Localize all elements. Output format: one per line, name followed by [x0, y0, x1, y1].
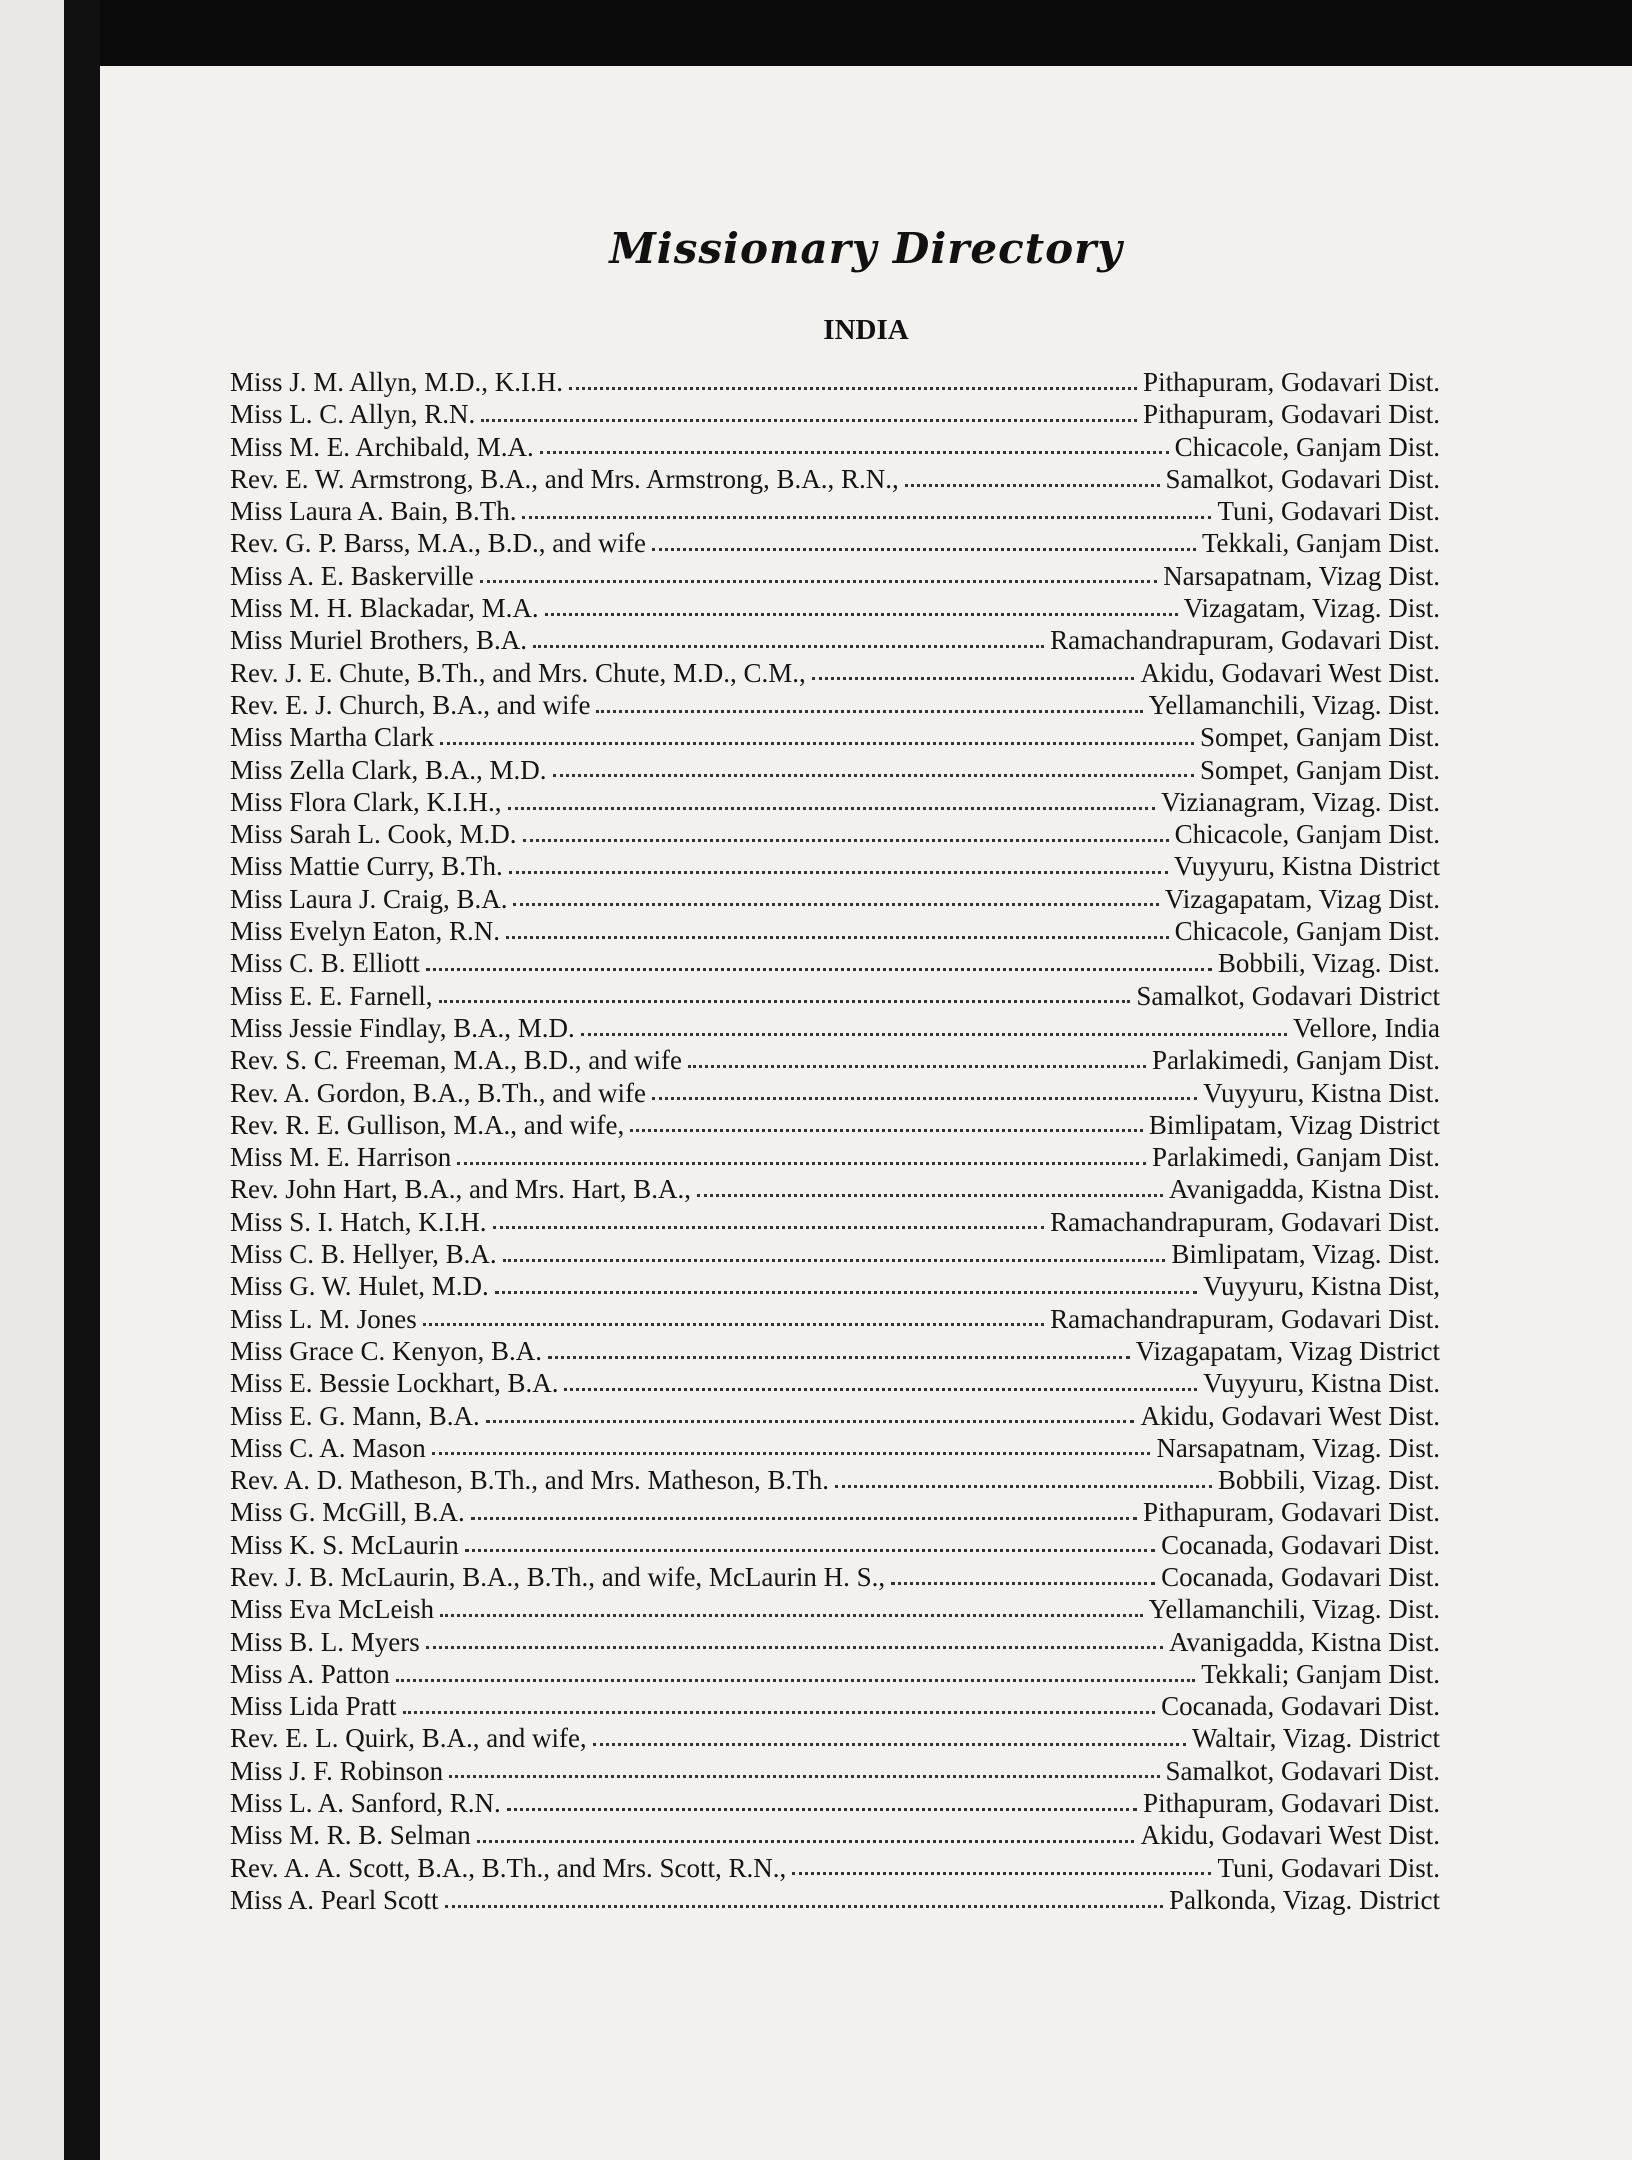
leader-dots [457, 1162, 1146, 1165]
directory-entry [230, 1012, 1440, 1044]
missionary-name: Miss M. R. B. Selman [230, 1820, 471, 1851]
missionary-name: Miss Zella Clark, B.A., M.D. [230, 754, 547, 785]
mission-station: Samalkot, Godavari Dist. [1165, 463, 1440, 494]
leader-dots [440, 742, 1194, 745]
missionary-name: Rev. J. E. Chute, B.Th., and Mrs. Chute, M.D., C.M., [230, 657, 806, 688]
leader-dots [486, 1420, 1135, 1423]
section-heading: INDIA [823, 314, 909, 346]
leader-dots [652, 548, 1196, 551]
directory-entry [230, 721, 1440, 753]
missionary-name: Miss E. G. Mann, B.A. [230, 1400, 480, 1431]
missionary-name: Rev. G. P. Barss, M.A., B.D., and wife [230, 528, 646, 559]
missionary-name: Miss J. M. Allyn, M.D., K.I.H. [230, 367, 564, 397]
missionary-name: Rev. E. W. Armstrong, B.A., and Mrs. Armstrong, B.A., R.N., [230, 463, 899, 494]
mission-station: Vuyyuru, Kistna District [1173, 851, 1440, 882]
missionary-name: Rev. E. L. Quirk, B.A., and wife, [230, 1723, 587, 1754]
directory-entry [230, 1690, 1440, 1722]
leader-dots [792, 1872, 1211, 1875]
directory-entry [230, 1335, 1440, 1367]
missionary-name: Miss L. M. Jones [230, 1303, 417, 1334]
missionary-name: Miss K. S. McLaurin [230, 1529, 459, 1560]
mission-station: Vizagatam, Vizag. Dist. [1183, 593, 1440, 624]
missionary-name: Miss M. E. Harrison [230, 1142, 452, 1173]
mission-station: Bimlipatam, Vizag. Dist. [1171, 1239, 1440, 1270]
missionary-name: Miss B. L. Myers [230, 1626, 420, 1657]
mission-station: Parlakimedi, Ganjam Dist. [1152, 1142, 1440, 1173]
directory-entry [230, 754, 1440, 786]
mission-station: Vuyyuru, Kistna Dist. [1203, 1368, 1440, 1399]
directory-entry [230, 1884, 1440, 1916]
directory-entry [230, 560, 1440, 592]
leader-dots [481, 419, 1137, 422]
mission-station: Akidu, Godavari West Dist. [1140, 1820, 1440, 1851]
missionary-name: Rev. S. C. Freeman, M.A., B.D., and wife [230, 1045, 682, 1076]
leader-dots [891, 1582, 1155, 1585]
missionary-name: Miss C. B. Elliott [230, 948, 420, 979]
mission-station: Vellore, India [1293, 1012, 1440, 1043]
mission-station: Parlakimedi, Ganjam Dist. [1152, 1045, 1440, 1076]
missionary-name: Miss L. A. Sanford, R.N. [230, 1788, 501, 1819]
leader-dots [507, 1808, 1137, 1811]
leader-dots [449, 1775, 1159, 1778]
missionary-name: Miss G. W. Hulet, M.D. [230, 1271, 489, 1302]
leader-dots [503, 1259, 1166, 1262]
directory-entry [230, 1270, 1440, 1302]
mission-station: Bimlipatam, Vizag District [1148, 1109, 1440, 1140]
leader-dots [396, 1679, 1195, 1682]
missionary-name: Miss A. Pearl Scott [230, 1884, 439, 1915]
mission-station: Vuyyuru, Kistna Dist, [1203, 1271, 1440, 1302]
mission-station: Bobbili, Vizag. Dist. [1217, 948, 1440, 979]
mission-station: Pithapuram, Godavari Dist. [1143, 367, 1440, 397]
missionary-name: Miss C. A. Mason [230, 1432, 426, 1463]
directory-entry [230, 1432, 1440, 1464]
missionary-name: Miss Eva McLeish [230, 1594, 434, 1625]
directory-entry [230, 657, 1440, 689]
mission-station: Sompet, Ganjam Dist. [1200, 754, 1440, 785]
mission-station: Ramachandrapuram, Godavari Dist. [1050, 1303, 1440, 1334]
leader-dots [652, 1097, 1197, 1100]
missionary-name: Miss Sarah L. Cook, M.D. [230, 819, 517, 850]
directory-entry [230, 1303, 1440, 1335]
directory-entry [230, 1852, 1440, 1884]
mission-station: Yellamanchili, Vizag. Dist. [1148, 689, 1440, 720]
mission-station: Bobbili, Vizag. Dist. [1217, 1465, 1440, 1496]
leader-dots [423, 1323, 1044, 1326]
missionary-name: Miss Flora Clark, K.I.H., [230, 786, 502, 817]
leader-dots [630, 1129, 1143, 1132]
mission-station: Cocanada, Godavari Dist. [1161, 1529, 1440, 1560]
mission-station: Pithapuram, Godavari Dist. [1143, 1497, 1440, 1528]
mission-station: Chicacole, Ganjam Dist. [1174, 819, 1440, 850]
missionary-name: Miss Lida Pratt [230, 1691, 397, 1722]
missionary-name: Miss C. B. Hellyer, B.A. [230, 1239, 497, 1270]
mission-station: Pithapuram, Godavari Dist. [1143, 399, 1440, 430]
mission-station: Tuni, Godavari Dist. [1217, 496, 1440, 527]
leader-dots [477, 1840, 1135, 1843]
directory-entry [230, 1400, 1440, 1432]
directory-entry [230, 366, 1440, 398]
leader-dots [688, 1065, 1146, 1068]
mission-station: Samalkot, Godavari Dist. [1165, 1755, 1440, 1786]
directory-entry [230, 463, 1440, 495]
missionary-name: Miss E. Bessie Lockhart, B.A. [230, 1368, 559, 1399]
directory-entry [230, 1561, 1440, 1593]
directory-entry [230, 1109, 1440, 1141]
leader-dots [480, 580, 1157, 583]
directory-entry [230, 527, 1440, 559]
mission-station: Vizianagram, Vizag. Dist. [1161, 786, 1440, 817]
directory-entry [230, 398, 1440, 430]
mission-station: Narsapatnam, Vizag. Dist. [1156, 1432, 1440, 1463]
missionary-name: Miss J. F. Robinson [230, 1755, 444, 1786]
leader-dots [835, 1485, 1212, 1488]
missionary-name: Miss A. Patton [230, 1658, 390, 1689]
mission-station: Akidu, Godavari West Dist. [1140, 657, 1440, 688]
missionary-name: Rev. A. Gordon, B.A., B.Th., and wife [230, 1077, 646, 1108]
leader-dots [523, 839, 1169, 842]
missionary-name: Miss Muriel Brothers, B.A. [230, 625, 527, 656]
directory-entry [230, 980, 1440, 1012]
leader-dots [465, 1549, 1155, 1552]
missionary-name: Miss M. H. Blackadar, M.A. [230, 593, 539, 624]
mission-station: Narsapatnam, Vizag Dist. [1163, 560, 1440, 591]
missionary-name: Miss Martha Clark [230, 722, 434, 753]
directory-entry [230, 947, 1440, 979]
missionary-name: Miss Evelyn Eaton, R.N. [230, 916, 500, 947]
leader-dots [533, 645, 1044, 648]
directory-entry [230, 1787, 1440, 1819]
leader-dots [432, 1452, 1151, 1455]
mission-station: Akidu, Godavari West Dist. [1140, 1400, 1440, 1431]
missionary-name: Miss L. C. Allyn, R.N. [230, 399, 476, 430]
leader-dots [506, 936, 1169, 939]
mission-station: Tekkali, Ganjam Dist. [1201, 528, 1440, 559]
directory-entry [230, 1238, 1440, 1270]
directory-entry [230, 689, 1440, 721]
mission-station: Vizagapatam, Vizag Dist. [1164, 883, 1440, 914]
directory-entry [230, 1722, 1440, 1754]
directory-entry [230, 883, 1440, 915]
missionary-name: Rev. E. J. Church, B.A., and wife [230, 689, 591, 720]
mission-station: Sompet, Ganjam Dist. [1200, 722, 1440, 753]
mission-station: Chicacole, Ganjam Dist. [1174, 916, 1440, 947]
mission-station: Tuni, Godavari Dist. [1217, 1852, 1440, 1883]
directory-entry [230, 1819, 1440, 1851]
document-page [100, 66, 1632, 2160]
mission-station: Samalkot, Godavari District [1136, 980, 1440, 1011]
leader-dots [697, 1194, 1163, 1197]
missionary-name: Miss Laura A. Bain, B.Th. [230, 496, 517, 527]
missionary-name: Miss G. McGill, B.A. [230, 1497, 465, 1528]
missionary-name: Rev. J. B. McLaurin, B.A., B.Th., and wife, McLaurin H. S., [230, 1561, 886, 1592]
mission-station: Avanigadda, Kistna Dist. [1169, 1174, 1440, 1205]
directory-entry [230, 1464, 1440, 1496]
mission-station: Vizagapatam, Vizag District [1135, 1335, 1440, 1366]
missionary-name: Miss M. E. Archibald, M.A. [230, 431, 534, 462]
mission-station: Tekkali; Ganjam Dist. [1201, 1658, 1440, 1689]
directory-entry [230, 1496, 1440, 1528]
mission-station: Chicacole, Ganjam Dist. [1174, 431, 1440, 462]
leader-dots [439, 1000, 1131, 1003]
directory-entry [230, 818, 1440, 850]
mission-station: Waltair, Vizag. District [1191, 1723, 1440, 1754]
leader-dots [540, 451, 1169, 454]
leader-dots [522, 516, 1211, 519]
mission-station: Ramachandrapuram, Godavari Dist. [1050, 1206, 1440, 1237]
leader-dots [581, 1033, 1287, 1036]
directory-entry [230, 850, 1440, 882]
mission-station: Cocanada, Godavari Dist. [1161, 1561, 1440, 1592]
missionary-name: Miss Jessie Findlay, B.A., M.D. [230, 1012, 575, 1043]
leader-dots [513, 903, 1158, 906]
mission-station: Vuyyuru, Kistna Dist. [1203, 1077, 1440, 1108]
directory-entry [230, 1141, 1440, 1173]
directory-entry [230, 495, 1440, 527]
missionary-name: Miss S. I. Hatch, K.I.H. [230, 1206, 487, 1237]
missionary-name: Rev. John Hart, B.A., and Mrs. Hart, B.A., [230, 1174, 691, 1205]
leader-dots [495, 1291, 1197, 1294]
directory-entry [230, 915, 1440, 947]
missionary-name: Rev. A. A. Scott, B.A., B.Th., and Mrs. Scott, R.N., [230, 1852, 787, 1883]
directory-entry [230, 431, 1440, 463]
leader-dots [493, 1226, 1045, 1229]
directory-entry [230, 1755, 1440, 1787]
directory-entry [230, 592, 1440, 624]
page-spine [0, 0, 100, 2160]
directory-entry [230, 1593, 1440, 1625]
directory-list [230, 366, 1440, 1916]
directory-entry [230, 1173, 1440, 1205]
leader-dots [553, 774, 1195, 777]
directory-entry [230, 1206, 1440, 1238]
leader-dots [905, 484, 1160, 487]
leader-dots [440, 1614, 1143, 1617]
mission-station: Pithapuram, Godavari Dist. [1143, 1788, 1440, 1819]
mission-station: Avanigadda, Kistna Dist. [1169, 1626, 1440, 1657]
missionary-name: Rev. R. E. Gullison, M.A., and wife, [230, 1109, 625, 1140]
missionary-name: Miss E. E. Farnell, [230, 980, 433, 1011]
leader-dots [548, 1356, 1130, 1359]
leader-dots [545, 613, 1178, 616]
leader-dots [564, 1388, 1197, 1391]
leader-dots [593, 1743, 1186, 1746]
mission-station: Ramachandrapuram, Godavari Dist. [1050, 625, 1440, 656]
leader-dots [403, 1711, 1156, 1714]
leader-dots [471, 1517, 1137, 1520]
directory-entry [230, 1658, 1440, 1690]
leader-dots [426, 1646, 1163, 1649]
missionary-name: Rev. A. D. Matheson, B.Th., and Mrs. Matheson, B.Th. [230, 1465, 829, 1496]
leader-dots [812, 677, 1135, 680]
directory-entry [230, 1044, 1440, 1076]
mission-station: Cocanada, Godavari Dist. [1161, 1691, 1440, 1722]
mission-station: Yellamanchili, Vizag. Dist. [1148, 1594, 1440, 1625]
leader-dots [426, 968, 1212, 971]
directory-entry [230, 1529, 1440, 1561]
missionary-name: Miss Laura J. Craig, B.A. [230, 883, 508, 914]
leader-dots [596, 710, 1142, 713]
directory-entry [230, 1367, 1440, 1399]
mission-station: Palkonda, Vizag. District [1169, 1884, 1440, 1915]
leader-dots [445, 1905, 1164, 1908]
page-title: Missionary Directory [609, 224, 1123, 273]
missionary-name: Miss Mattie Curry, B.Th. [230, 851, 503, 882]
missionary-name: Miss Grace C. Kenyon, B.A. [230, 1335, 542, 1366]
directory-entry [230, 624, 1440, 656]
leader-dots [509, 871, 1168, 874]
directory-entry [230, 1077, 1440, 1109]
leader-dots [569, 387, 1137, 390]
leader-dots [508, 807, 1156, 810]
missionary-name: Miss A. E. Baskerville [230, 560, 474, 591]
directory-entry [230, 1626, 1440, 1658]
directory-entry [230, 786, 1440, 818]
